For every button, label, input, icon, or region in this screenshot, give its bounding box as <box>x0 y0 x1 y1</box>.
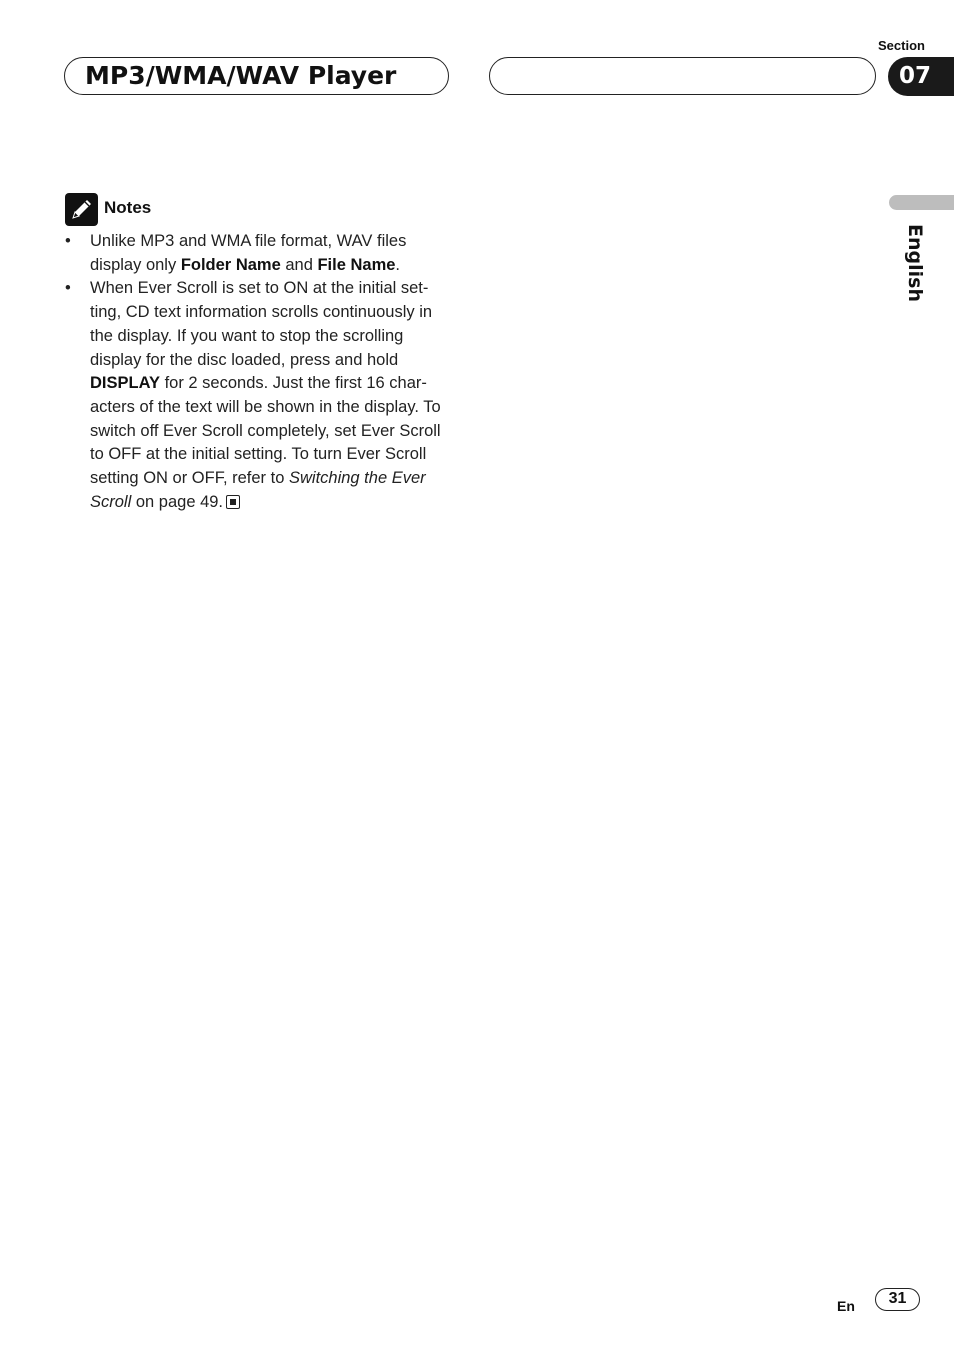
note-text-segment: . <box>395 255 401 274</box>
notes-list <box>65 230 455 514</box>
note-text-segment: on page 49. <box>131 492 224 511</box>
language-tab-bar <box>889 195 954 210</box>
end-of-section-icon <box>226 495 240 509</box>
note-text <box>90 232 406 274</box>
page-number: 31 <box>875 1288 920 1311</box>
bullet: • <box>65 232 71 250</box>
section-label: Section <box>878 38 925 53</box>
note-text-segment: When Ever Scroll is set to ON at the initial set-ting, CD text information scrolls continuously in the display. If you want to stop the scrolling display for the disc loaded, press and hold <box>90 279 433 369</box>
page-title: MP3/WMA/WAV Player <box>85 61 397 90</box>
header-blank-box <box>489 57 876 95</box>
note-text-segment: Folder Name <box>180 255 281 274</box>
language-tab-label: English <box>904 224 926 302</box>
note-text-segment: DISPLAY <box>90 374 160 393</box>
note-text-segment: Switching the Ever Scroll <box>90 469 426 511</box>
section-number: 07 <box>899 63 932 89</box>
note-text-segment: and <box>280 255 318 274</box>
note-text-segment: Unlike MP3 and WMA file format, WAV files display only <box>90 232 407 274</box>
section-tab <box>888 57 954 96</box>
pencil-icon <box>65 193 98 226</box>
section-title-box <box>64 57 449 95</box>
note-text-segment: File Name <box>317 255 396 274</box>
note-item <box>65 277 455 514</box>
bullet: • <box>65 279 71 298</box>
note-text <box>90 279 441 510</box>
note-item <box>65 230 455 277</box>
footer-language-code: En <box>837 1298 855 1314</box>
notes-heading: Notes <box>104 198 152 217</box>
note-text-segment: for 2 seconds. Just the first 16 char-acters of the text will be shown in the display. To switch off Ever Scroll completely, set Ever Scroll to OFF at the initial setting. To turn Ever Scroll setting ON or OFF, refer to <box>90 374 441 488</box>
